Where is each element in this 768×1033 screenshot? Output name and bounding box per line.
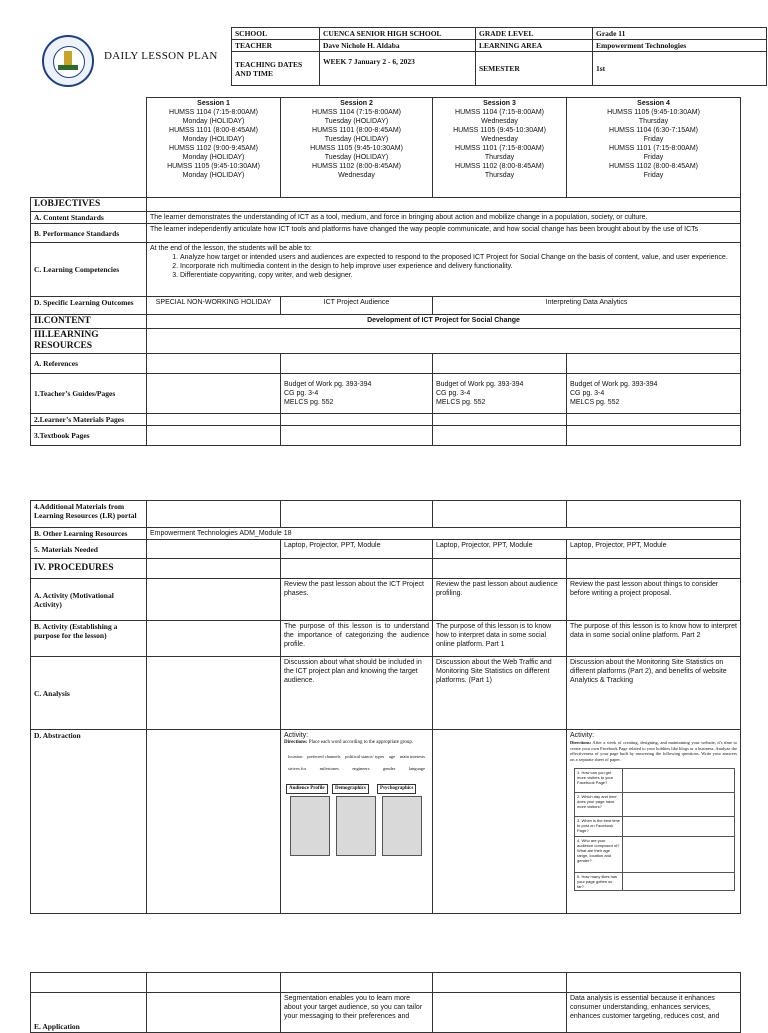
purpose-cell-3: The purpose of this lesson is to know how to interpret data in some social online platform. Part 1: [433, 621, 567, 657]
session-4-line: HUMSS 1102 (8:00-8:45AM): [609, 163, 698, 170]
abs4-answer: [623, 817, 735, 837]
purpose-cell-4: The purpose of this lesson is to know how to interpret data in some social online platform. Part 2: [567, 621, 741, 657]
analysis-cell-1: [147, 657, 281, 730]
sessions-corner: [31, 98, 147, 198]
abs2-group-label: Audience Profile: [286, 784, 328, 794]
objectives-heading-blank: [147, 198, 741, 212]
application-cell-3: [433, 993, 567, 1033]
objectives-heading: I.OBJECTIVES: [31, 198, 147, 212]
application-cell-1: [147, 993, 281, 1033]
activity-cell-3: Review the past lesson about audience profiling.: [433, 579, 567, 621]
abs4-answer: [623, 873, 735, 891]
session-4-title: Session 4: [637, 100, 670, 107]
competencies-list: [150, 253, 737, 280]
session-2-line: Wednesday: [338, 172, 375, 179]
application-label: E. Application: [31, 993, 147, 1033]
session-1-line: Monday (HOLIDAY): [182, 118, 245, 125]
resources-heading: III.LEARNING RESOURCES: [31, 329, 147, 354]
materials-cell-4: Laptop, Projector, PPT, Module: [567, 540, 741, 559]
top-row-cell: [567, 973, 741, 993]
session-3-line: Thursday: [484, 154, 515, 161]
teacher-label: TEACHER: [232, 40, 320, 52]
session-3-line: Thursday: [484, 172, 515, 179]
teachers-guide-line: CG pg. 3-4: [570, 390, 605, 397]
page-title: DAILY LESSON PLAN: [104, 50, 218, 62]
other-resources-text: Empowerment Technologies ADM_Module 18: [147, 528, 741, 540]
session-2-line: HUMSS 1105 (9:45-10:30AM): [310, 145, 403, 152]
session-3-line: Wednesday: [481, 118, 518, 125]
content-heading: II.CONTENT: [31, 315, 147, 329]
teacher-value: Dave Nichole H. Aldaba: [320, 40, 476, 52]
teachers-guides-label: 1.Teacher’s Guides/Pages: [31, 374, 147, 414]
session-1-line: Monday (HOLIDAY): [182, 172, 245, 179]
teachers-guides-cell-2: [281, 374, 433, 414]
grade-label: GRADE LEVEL: [476, 28, 593, 40]
session-4-line: Friday: [643, 172, 664, 179]
session-4-line: HUMSS 1105 (9:45-10:30AM): [607, 109, 700, 116]
session-1-line: HUMSS 1101 (8:00-8:45AM): [169, 127, 258, 134]
abs2-word: political stance/ types: [345, 754, 385, 759]
analysis-cell-2: Discussion about what should be included in the ICT project plan and knowing the target audience.: [281, 657, 433, 730]
session-4-cell: [567, 98, 741, 198]
session-1-line: Monday (HOLIDAY): [182, 154, 245, 161]
content-standards-text: The learner demonstrates the understanding of ICT as a tool, medium, and force in bringing about action and mobilize change in a population, society, or culture.: [147, 212, 741, 224]
abs2-word: milestones: [319, 766, 339, 771]
session-1-title: Session 1: [197, 100, 230, 107]
lr-portal-label: 4.Additional Materials from Learning Resources (LR) portal: [31, 501, 147, 528]
area-label: LEARNING AREA: [476, 40, 593, 52]
abs4-directions: [570, 740, 737, 762]
content-standards-label: A. Content Standards: [31, 212, 147, 224]
area-value: Empowerment Technologies: [593, 40, 767, 52]
learning-competencies-label: C. Learning Competencies: [31, 243, 147, 297]
competency-item: 3. Differentiate copywriting, copy writer, and web designer.: [180, 271, 737, 280]
abs4-question: 4. Who are your audience composed of? What are their age range, location and gender?: [575, 837, 623, 873]
abs2-group-diagram: [284, 784, 429, 864]
references-cell-2: [281, 354, 433, 374]
learners-cell-3: [433, 414, 567, 426]
abs2-word: age: [388, 754, 396, 759]
procedures-cell-1: [147, 559, 281, 579]
session-2-line: Tuesday (HOLIDAY): [324, 154, 389, 161]
teachers-guide-line: CG pg. 3-4: [436, 390, 471, 397]
performance-standards-label: B. Performance Standards: [31, 224, 147, 243]
session-2-line: Tuesday (HOLIDAY): [324, 118, 389, 125]
abs4-question: 1. How can you get more visitors to your Facebook Page?: [575, 769, 623, 793]
teachers-guide-line: Budget of Work pg. 393-394: [436, 381, 524, 388]
specific-outcome-2: ICT Project Audience: [281, 297, 433, 315]
procedures-cell-3: [433, 559, 567, 579]
session-3-line: HUMSS 1104 (7:15-8:00AM): [455, 109, 544, 116]
purpose-cell-2: The purpose of this lesson is to understand the importance of categorizing the audience profile.: [281, 621, 433, 657]
references-cell-4: [567, 354, 741, 374]
session-4-line: HUMSS 1104 (6:30-7:15AM): [609, 127, 698, 134]
top-row-cell: [31, 973, 147, 993]
session-3-line: HUMSS 1102 (8:00-8:45AM): [455, 163, 544, 170]
abs2-title: Activity:: [284, 732, 309, 739]
session-3-cell: [433, 98, 567, 198]
teachers-guides-cell-3: [433, 374, 567, 414]
session-4-line: HUMSS 1101 (7:15-8:00AM): [609, 145, 698, 152]
semester-value: 1st: [593, 52, 767, 86]
abs2-word: gender: [383, 766, 396, 771]
top-row-cell: [433, 973, 567, 993]
abs2-group-box: [336, 796, 376, 856]
top-row-cell: [281, 973, 433, 993]
references-cell-3: [433, 354, 567, 374]
session-3-line: HUMSS 1105 (9:45-10:30AM): [453, 127, 546, 134]
competency-item: 2. Incorporate rich multimedia content in the design to help improve user experience and delivery functionality.: [180, 262, 737, 271]
textbook-cell-4: [567, 426, 741, 446]
materials-cell-1: [147, 540, 281, 559]
abs2-word-row-1: [288, 754, 425, 760]
session-2-title: Session 2: [340, 100, 373, 107]
abs4-question: 5. How many likes has your page gotten so far?: [575, 873, 623, 891]
session-2-line: HUMSS 1104 (7:15-8:00AM): [312, 109, 401, 116]
procedures-cell-2: [281, 559, 433, 579]
abs2-group-label: Demographics: [332, 784, 369, 794]
abs4-title: Activity:: [570, 732, 595, 739]
session-4-line: Thursday: [638, 118, 669, 125]
learners-cell-4: [567, 414, 741, 426]
abs4-question: 2. Which day and time does your page have more visitors?: [575, 793, 623, 817]
abstraction-cell-4: [567, 730, 741, 914]
session-3-title: Session 3: [483, 100, 516, 107]
lesson-table-1: [30, 97, 741, 446]
session-1-line: HUMSS 1105 (9:45-10:30AM): [167, 163, 260, 170]
learners-cell-2: [281, 414, 433, 426]
abstraction-cell-3: [433, 730, 567, 914]
abs2-directions-text: Place each word according to the appropriate group.: [308, 740, 414, 745]
procedures-cell-4: [567, 559, 741, 579]
learning-competencies-cell: [147, 243, 741, 297]
procedures-heading: IV. PROCEDURES: [31, 559, 147, 579]
competencies-intro: At the end of the lesson, the students will be able to:: [150, 245, 312, 252]
session-1-line: Monday (HOLIDAY): [182, 136, 245, 143]
lr-cell-1: [147, 501, 281, 528]
seal-base-icon: [58, 65, 78, 70]
textbook-cell-1: [147, 426, 281, 446]
activity-cell-1: [147, 579, 281, 621]
teachers-guide-line: MELCS pg. 552: [570, 399, 620, 406]
abs4-question: 3. When is the best time to post on Facebook Page?: [575, 817, 623, 837]
lr-cell-4: [567, 501, 741, 528]
textbook-pages-label: 3.Textbook Pages: [31, 426, 147, 446]
abstraction-label: D. Abstraction: [31, 730, 147, 914]
teachers-guide-line: Budget of Work pg. 393-394: [284, 381, 372, 388]
abs2-group-box: [382, 796, 422, 856]
abs2-word: language: [408, 766, 425, 771]
resources-heading-blank: [147, 329, 741, 354]
session-3-line: Wednesday: [481, 136, 518, 143]
purpose-label: B. Activity (Establishing a purpose for the lesson): [31, 621, 147, 657]
session-4-line: Friday: [643, 154, 664, 161]
teachers-guide-line: MELCS pg. 552: [436, 399, 486, 406]
dates-label: TEACHING DATES AND TIME: [232, 52, 320, 86]
abs4-answer: [623, 793, 735, 817]
teachers-guide-line: CG pg. 3-4: [284, 390, 319, 397]
application-cell-4: Data analysis is essential because it enhances consumer understanding, enhances services, enhances customer targeting, reduces cost, and: [567, 993, 741, 1033]
session-2-line: HUMSS 1101 (8:00-8:45AM): [312, 127, 401, 134]
application-cell-2: Segmentation enables you to learn more about your target audience, so you can tailor your messaging to their preferences and: [281, 993, 433, 1033]
competency-item: 1. Analyze how target or intended users and audiences are expected to respond to the proposed ICT Project for Social Change on the basis of content, value, and user experience.: [180, 253, 737, 262]
abs4-directions-label: Directions:: [570, 740, 592, 745]
textbook-cell-3: [433, 426, 567, 446]
purpose-cell-1: [147, 621, 281, 657]
materials-cell-3: Laptop, Projector, PPT, Module: [433, 540, 567, 559]
abs4-questions-table: [574, 768, 735, 891]
activity-cell-4: Review the past lesson about things to consider before writing a project proposal.: [567, 579, 741, 621]
top-row-cell: [147, 973, 281, 993]
references-cell-1: [147, 354, 281, 374]
performance-standards-text: The learner independently articulate how ICT tools and platforms have changed the way people communicate, and how social change has been brought about by the use of ICTs: [147, 224, 741, 243]
session-4-line: Friday: [643, 136, 664, 143]
analysis-cell-4: Discussion about the Monitoring Site Statistics on different platforms (Part 2), and benefits of website Analytics & Tracking: [567, 657, 741, 730]
semester-label: SEMESTER: [476, 52, 593, 86]
lesson-table-2: [30, 500, 741, 914]
abs2-directions-label: Directions:: [284, 740, 308, 745]
specific-outcome-1: SPECIAL NON-WORKING HOLIDAY: [147, 297, 281, 315]
session-1-cell: [147, 98, 281, 198]
abstraction-cell-1: [147, 730, 281, 914]
other-resources-label: B. Other Learning Resources: [31, 528, 147, 540]
session-2-cell: [281, 98, 433, 198]
school-label: SCHOOL: [232, 28, 320, 40]
abs2-word-row-2: [288, 766, 425, 772]
content-text: Development of ICT Project for Social Change: [147, 315, 741, 329]
abs2-directions: [284, 740, 429, 746]
session-2-line: HUMSS 1102 (8:00-8:45AM): [312, 163, 401, 170]
learners-materials-label: 2.Learner’s Materials Pages: [31, 414, 147, 426]
abs4-directions-text: After a week of creating, designing, and maintaining your website, it's time to create your own Facebook Page related to your hobbies like blogs or a business. Analyze the effectiveness of your page built by answering the following questions. Write your answers on a separate sheet of paper.: [570, 740, 737, 762]
abs2-word: main interests: [399, 754, 425, 759]
grade-value: Grade 11: [593, 28, 767, 40]
abs2-group-box: [290, 796, 330, 856]
abstraction-cell-2: [281, 730, 433, 914]
session-1-line: HUMSS 1102 (9:00-9:45AM): [169, 145, 258, 152]
school-value: CUENCA SENIOR HIGH SCHOOL: [320, 28, 476, 40]
activity-cell-2: Review the past lesson about the ICT Project phases.: [281, 579, 433, 621]
materials-cell-2: Laptop, Projector, PPT, Module: [281, 540, 433, 559]
teachers-guides-cell-1: [147, 374, 281, 414]
abs2-word: strives for: [288, 766, 307, 771]
analysis-cell-3: Discussion about the Web Traffic and Monitoring Site Statistics on different platforms. (Part 1): [433, 657, 567, 730]
abs2-group-label: Psychographics: [377, 784, 416, 794]
specific-outcome-3: Interpreting Data Analytics: [433, 297, 741, 315]
textbook-cell-2: [281, 426, 433, 446]
header-table: [231, 27, 767, 86]
teachers-guides-cell-4: [567, 374, 741, 414]
abs4-answer: [623, 837, 735, 873]
abs2-word: preferred channels: [307, 754, 341, 759]
teachers-guide-line: MELCS pg. 552: [284, 399, 334, 406]
learners-cell-1: [147, 414, 281, 426]
teachers-guide-line: Budget of Work pg. 393-394: [570, 381, 658, 388]
activity-label: A. Activity (Motivational Activity): [31, 579, 147, 621]
session-3-line: HUMSS 1101 (7:15-8:00AM): [455, 145, 544, 152]
abs4-answer: [623, 769, 735, 793]
lr-cell-2: [281, 501, 433, 528]
session-1-line: HUMSS 1104 (7:15-8:00AM): [169, 109, 258, 116]
abs2-word: engineers: [352, 766, 370, 771]
lr-cell-3: [433, 501, 567, 528]
session-2-line: Tuesday (HOLIDAY): [324, 136, 389, 143]
dates-value: WEEK 7 January 2 - 6, 2023: [320, 52, 476, 86]
materials-needed-label: 5. Materials Needed: [31, 540, 147, 559]
references-label: A. References: [31, 354, 147, 374]
abs2-word: location: [288, 754, 303, 759]
analysis-label: C. Analysis: [31, 657, 147, 730]
specific-outcomes-label: D. Specific Learning Outcomes: [31, 297, 147, 315]
school-seal-logo: [42, 35, 94, 87]
